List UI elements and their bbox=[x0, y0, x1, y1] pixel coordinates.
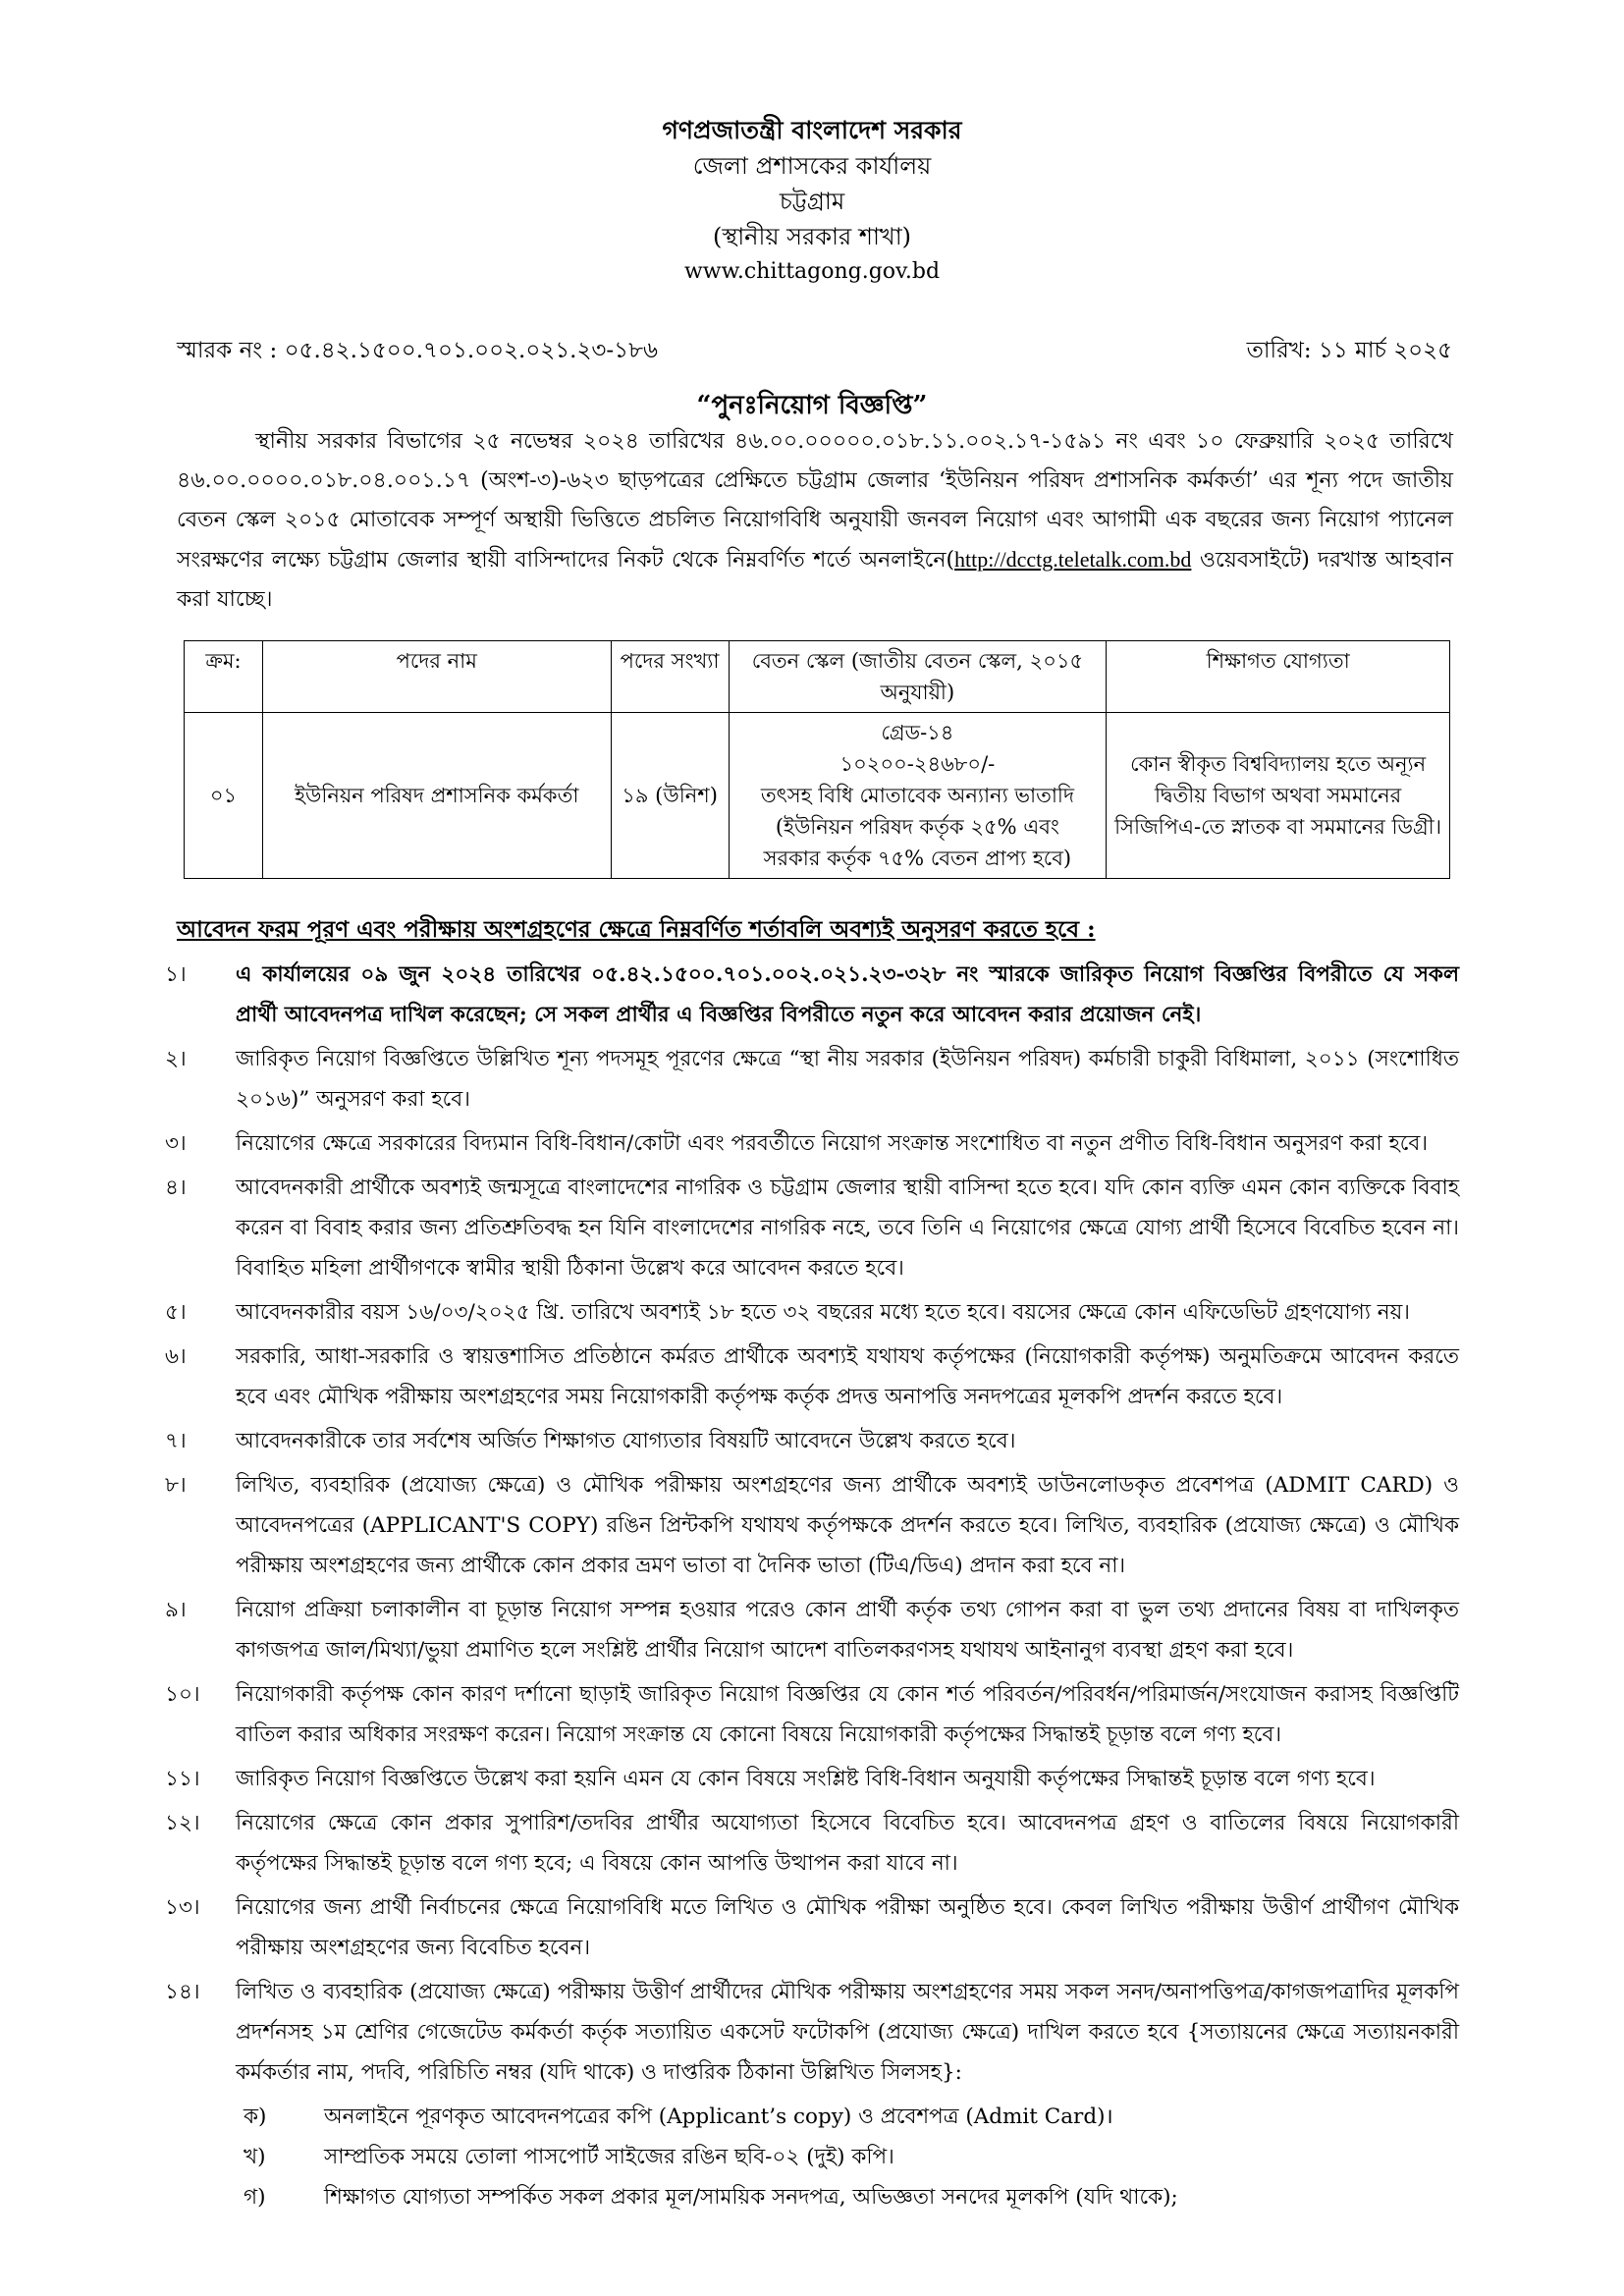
sub-item-text: শিক্ষাগত যোগ্যতা সম্পর্কিত সকল প্রকার মূল/সাময়িক সনদপত্র, অভিজ্ঞতা সনদের মূলকপি (যদি থাকে); bbox=[324, 2185, 1178, 2210]
list-item bbox=[165, 1972, 1459, 2093]
item-number: ১২। bbox=[165, 1811, 200, 1835]
item-text: নিয়োগের ক্ষেত্রে সরকারের বিদ্যমান বিধি-বিধান/কোটা এবং পরবর্তীতে নিয়োগ সংক্রান্ত সংশোধিত বা নতুন প্রণীত বিধি-বিধান অনুসরণ করা হবে। bbox=[236, 1131, 1429, 1156]
intro-text: স্থানীয় সরকার বিভাগের ২৫ নভেম্বর ২০২৪ তারিখের ৪৬.০০.০০০০০.০১৮.১১.০০২.১৭-১৫৯১ নং এবং ১০ ফেব্রুয়ারি ২০২৫ তারিখে ৪৬.০০.০০০০.০১৮.০৪.০০১.১৭ (অংশ-৩)-৬২৩ ছাড়পত্রের প্রেক্ষিতে চট্টগ্রাম জেলার ‘ইউনিয়ন পরিষদ প্রশাসনিক কর্মকর্তা’ এর শূন্য পদে জাতীয় বেতন স্কেল ২০১৫ মোতাবেক সম্পূর্ণ অস্থায়ী ভিত্তিতে প্রচলিত নিয়োগবিধি অনুযায়ী জনবল নিয়োগ এবং আগামী এক বছরের জন্য নিয়োগ প্যানেল সংরক্ষণের লক্ষ্যে চট্টগ্রাম জেলার স্থায়ী বাসিন্দাদের নিকট থেকে নিম্নবর্ণিত শর্তে অনলাইনে( bbox=[177, 429, 1453, 573]
item-text: নিয়োগের ক্ষেত্রে কোন প্রকার সুপারিশ/তদবির প্রার্থীর অযোগ্যতা হিসেবে বিবেচিত হবে। আবেদনপত্র গ্রহণ ও বাতিলের বিষয়ে নিয়োগকারী কর্তৃপক্ষের সিদ্ধান্তই চূড়ান্ত বলে গণ্য হবে; এ বিষয়ে কোন আপত্তি উত্থাপন করা যাবে না। bbox=[236, 1811, 1459, 1876]
sub-item-number: খ) bbox=[244, 2145, 266, 2169]
item-number: ৫। bbox=[165, 1300, 187, 1325]
list-item bbox=[165, 955, 1459, 1035]
cell-scale bbox=[729, 713, 1107, 879]
post-table bbox=[184, 640, 1450, 879]
item-number: ৭। bbox=[165, 1429, 187, 1453]
list-item bbox=[165, 1590, 1459, 1670]
column-header: বেতন স্কেল (জাতীয় বেতন স্কেল, ২০১৫ অনুযায়ী) bbox=[729, 641, 1107, 713]
column-header: পদের নাম bbox=[262, 641, 611, 713]
column-header: পদের সংখ্যা bbox=[611, 641, 729, 713]
item-number: ১৪। bbox=[165, 1980, 200, 2004]
table-header-row bbox=[185, 641, 1450, 713]
sub-item bbox=[244, 2137, 1459, 2177]
list-item bbox=[165, 1465, 1459, 1586]
list-item bbox=[165, 1674, 1459, 1755]
office-name: জেলা প্রশাসকের কার্যালয় bbox=[692, 152, 932, 180]
intro-paragraph bbox=[177, 422, 1453, 620]
item-text: জারিকৃত নিয়োগ বিজ্ঞপ্তিতে উল্লেখ করা হয়নি এমন যে কোন বিষয়ে সংশ্লিষ্ট বিধি-বিধান অনুযায়ী কর্তৃপক্ষের সিদ্ধান্তই চূড়ান্ত বলে গণ্য হবে। bbox=[236, 1767, 1376, 1791]
list-item bbox=[165, 1168, 1459, 1288]
item-number: ৬। bbox=[165, 1344, 187, 1369]
list-item bbox=[165, 1759, 1459, 1799]
sub-item-text: সাম্প্রতিক সময়ে তোলা পাসপোর্ট সাইজের রঙিন ছবি-০২ (দুই) কপি। bbox=[324, 2145, 894, 2169]
list-item bbox=[165, 1803, 1459, 1884]
item-text: লিখিত, ব্যবহারিক (প্রযোজ্য ক্ষেত্রে) ও মৌখিক পরীক্ষায় অংশগ্রহণের জন্য প্রার্থীকে অবশ্যই ডাউনলোডকৃত প্রবেশপত্র (ADMIT CARD) ও আবেদনপত্রের (APPLICANT'S COPY) রঙিন প্রিন্টকপি যথাযথ কর্তৃপক্ষকে প্রদর্শন করতে হবে। লিখিত, ব্যবহারিক (প্রযোজ্য ক্ষেত্রে) ও মৌখিক পরীক্ষায় অংশগ্রহণের জন্য প্রার্থীকে কোন প্রকার ভ্রমণ ভাতা বা দৈনিক ভাতা (টিএ/ডিএ) প্রদান করা হবে না। bbox=[236, 1473, 1459, 1578]
item-number: ২। bbox=[165, 1047, 187, 1071]
conditions-heading: আবেদন ফরম পূরণ এবং পরীক্ষায় অংশগ্রহণের ক্ষেত্রে নিম্নবর্ণিত শর্তাবলি অবশ্যই অনুসরণ করতে হবে : bbox=[177, 916, 1096, 943]
item-text: জারিকৃত নিয়োগ বিজ্ঞপ্তিতে উল্লিখিত শূন্য পদসমূহ পূরণের ক্ষেত্রে “স্থা নীয় সরকার (ইউনিয়ন পরিষদ) কর্মচারী চাকুরী বিধিমালা, ২০১১ (সংশোধিত ২০১৬)” অনুসরণ করা হবে। bbox=[236, 1047, 1459, 1112]
scale-line: তৎসহ বিধি মোতাবেক অন্যান্য ভাতাদি bbox=[760, 784, 1074, 807]
item-text: সরকারি, আধা-সরকারি ও স্বায়ত্তশাসিত প্রতিষ্ঠানে কর্মরত প্রার্থীকে অবশ্যই যথাযথ কর্তৃপক্ষের (নিয়োগকারী কর্তৃপক্ষ) অনুমতিক্রমে আবেদন করতে হবে এবং মৌখিক পরীক্ষায় অংশগ্রহণের সময় নিয়োগকারী কর্তৃপক্ষ কর্তৃক প্রদত্ত অনাপত্তি সনদপত্রের মূলকপি প্রদর্শন করতে হবে। bbox=[236, 1344, 1459, 1409]
website: www.chittagong.gov.bd bbox=[683, 259, 941, 284]
item-number: ১১। bbox=[165, 1767, 200, 1791]
item-number: ৮। bbox=[165, 1473, 187, 1498]
sub-item-number: গ) bbox=[244, 2185, 266, 2210]
item-number: ১০। bbox=[165, 1682, 200, 1707]
notice-date: তারিখ: ১১ মার্চ ২০২৫ bbox=[1246, 338, 1452, 363]
item-text: আবেদনকারীর বয়স ১৬/০৩/২০২৫ খ্রি. তারিখে অবশ্যই ১৮ হতে ৩২ বছরের মধ্যে হতে হবে। বয়সের ক্ষেত্রে কোন এফিডেভিট গ্রহণযোগ্য নয়। bbox=[236, 1300, 1410, 1325]
item-number: ৪। bbox=[165, 1175, 187, 1200]
list-item bbox=[165, 1292, 1459, 1333]
list-item bbox=[165, 1123, 1459, 1164]
item-text: এ কার্যালয়ের ০৯ জুন ২০২৪ তারিখের ০৫.৪২.১৫০০.৭০১.০০২.০২১.২৩-৩২৮ নং স্মারকে জারিকৃত নিয়োগ বিজ্ঞপ্তির বিপরীতে যে সকল প্রার্থী আবেদনপত্র দাখিল করেছেন; সে সকল প্রার্থীর এ বিজ্ঞপ্তির বিপরীতে নতুন করে আবেদন করার প্রয়োজন নেই। bbox=[236, 962, 1459, 1027]
scale-line: সরকার কর্তৃক ৭৫% বেতন প্রাপ্য হবে) bbox=[763, 847, 1072, 870]
notice-title: “পুনঃনিয়োগ বিজ্ঞপ্তি” bbox=[696, 391, 928, 420]
item-text: আবেদনকারীকে তার সর্বশেষ অর্জিত শিক্ষাগত যোগ্যতার বিষয়টি আবেদনে উল্লেখ করতে হবে। bbox=[236, 1429, 1016, 1453]
cell-serial: ০১ bbox=[185, 713, 263, 879]
item-text: নিয়োগ প্রক্রিয়া চলাকালীন বা চূড়ান্ত নিয়োগ সম্পন্ন হওয়ার পরেও কোন প্রার্থী কর্তৃক তথ্য গোপন করা বা ভুল তথ্য প্রদানের বিষয় বা দাখিলকৃত কাগজপত্র জাল/মিথ্যা/ভুয়া প্রমাণিত হলে সংশ্লিষ্ট প্রার্থীর নিয়োগ আদেশ বাতিলকরণসহ যথাযথ আইনানুগ ব্যবস্থা গ্রহণ করা হবে। bbox=[236, 1598, 1459, 1663]
item-number: ১। bbox=[165, 962, 187, 987]
government-name: গণপ্রজাতন্ত্রী বাংলাদেশ সরকার bbox=[662, 116, 962, 144]
sub-item bbox=[244, 2097, 1459, 2137]
item-number: ৯। bbox=[165, 1598, 187, 1622]
sub-item-text: অনলাইনে পূরণকৃত আবেদনপত্রের কপি (Applicant’s copy) ও প্রবেশপত্র (Admit Card)। bbox=[324, 2105, 1113, 2129]
branch-name: (স্থানীয় সরকার শাখা) bbox=[712, 223, 912, 250]
table-row bbox=[185, 713, 1450, 879]
list-item bbox=[165, 1421, 1459, 1461]
cell-qualification: কোন স্বীকৃত বিশ্ববিদ্যালয় হতে অন্যূন দ্বিতীয় বিভাগ অথবা সমমানের সিজিপিএ-তে স্নাতক বা সমমানের ডিগ্রী। bbox=[1107, 713, 1450, 879]
scale-line: ১০২০০-২৪৬৮০/- bbox=[839, 752, 996, 776]
item-text: নিয়োগের জন্য প্রার্থী নির্বাচনের ক্ষেত্রে নিয়োগবিধি মতে লিখিত ও মৌখিক পরীক্ষা অনুষ্ঠিত হবে। কেবল লিখিত পরীক্ষায় উত্তীর্ণ প্রার্থীগণ মৌখিক পরীক্ষায় অংশগ্রহণের জন্য বিবেচিত হবেন। bbox=[236, 1895, 1459, 1960]
letterhead bbox=[0, 113, 1624, 290]
list-item bbox=[165, 1887, 1459, 1968]
list-item bbox=[165, 1039, 1459, 1120]
intro-text-end: ওয়েবসাইটে) দরখাস্ত আহবান করা যাচ্ছে। bbox=[177, 548, 1454, 612]
column-header: শিক্ষাগত যোগ্যতা bbox=[1107, 641, 1450, 713]
scale-line: গ্রেড-১৪ bbox=[881, 721, 954, 744]
sub-item bbox=[244, 2177, 1459, 2217]
item-number: ১৩। bbox=[165, 1895, 200, 1920]
item-number: ৩। bbox=[165, 1131, 187, 1156]
item-text: লিখিত ও ব্যবহারিক (প্রযোজ্য ক্ষেত্রে) পরীক্ষায় উত্তীর্ণ প্রার্থীদের মৌখিক পরীক্ষায় অংশগ্রহণের সময় সকল সনদ/অনাপত্তিপত্র/কাগজপত্রাদির মূলকপি প্রদর্শনসহ ১ম শ্রেণির গেজেটেড কর্মকর্তা কর্তৃক সত্যায়িত একসেট ফটোকপি (প্রযোজ্য ক্ষেত্রে) দাখিল করতে হবে {সত্যায়নের ক্ষেত্রে সত্যায়নকারী কর্মকর্তার নাম, পদবি, পরিচিতি নম্বর (যদি থাকে) ও দাপ্তরিক ঠিকানা উল্লিখিত সিলসহ}: bbox=[236, 1980, 1459, 2085]
application-link[interactable]: http://dcctg.teletalk.com.bd bbox=[954, 547, 1192, 572]
cell-count: ১৯ (উনিশ) bbox=[611, 713, 729, 879]
column-header: ক্রম: bbox=[185, 641, 263, 713]
cell-post: ইউনিয়ন পরিষদ প্রশাসনিক কর্মকর্তা bbox=[262, 713, 611, 879]
item-text: নিয়োগকারী কর্তৃপক্ষ কোন কারণ দর্শানো ছাড়াই জারিকৃত নিয়োগ বিজ্ঞপ্তির যে কোন শর্ত পরিবর্তন/পরিবর্ধন/পরিমার্জন/সংযোজন করাসহ বিজ্ঞপ্তিটি বাতিল করার অধিকার সংরক্ষণ করেন। নিয়োগ সংক্রান্ত যে কোনো বিষয়ে নিয়োগকারী কর্তৃপক্ষের সিদ্ধান্তই চূড়ান্ত বলে গণ্য হবে। bbox=[236, 1682, 1459, 1747]
item-text: আবেদনকারী প্রার্থীকে অবশ্যই জন্মসূত্রে বাংলাদেশের নাগরিক ও চট্টগ্রাম জেলার স্থায়ী বাসিন্দা হতে হবে। যদি কোন ব্যক্তি এমন কোন ব্যক্তিকে বিবাহ করেন বা বিবাহ করার জন্য প্রতিশ্রুতিবদ্ধ হন যিনি বাংলাদেশের নাগরিক নহে, তবে তিনি এ নিয়োগের ক্ষেত্রে যোগ্য প্রার্থী হিসেবে বিবেচিত হবেন না। বিবাহিত মহিলা প্রার্থীগণকে স্বামীর স্থায়ী ঠিকানা উল্লেখ করে আবেদন করতে হবে। bbox=[236, 1175, 1459, 1281]
list-item bbox=[165, 1337, 1459, 1417]
memo-number: স্মারক নং : ০৫.৪২.১৫০০.৭০১.০০২.০২১.২৩-১৮৬ bbox=[177, 338, 658, 363]
scale-line: (ইউনিয়ন পরিষদ কর্তৃক ২৫% এবং bbox=[775, 815, 1059, 839]
sub-item-number: ক) bbox=[244, 2105, 267, 2129]
district-name: চট্টগ্রাম bbox=[779, 188, 845, 215]
conditions-list bbox=[165, 955, 1459, 2217]
